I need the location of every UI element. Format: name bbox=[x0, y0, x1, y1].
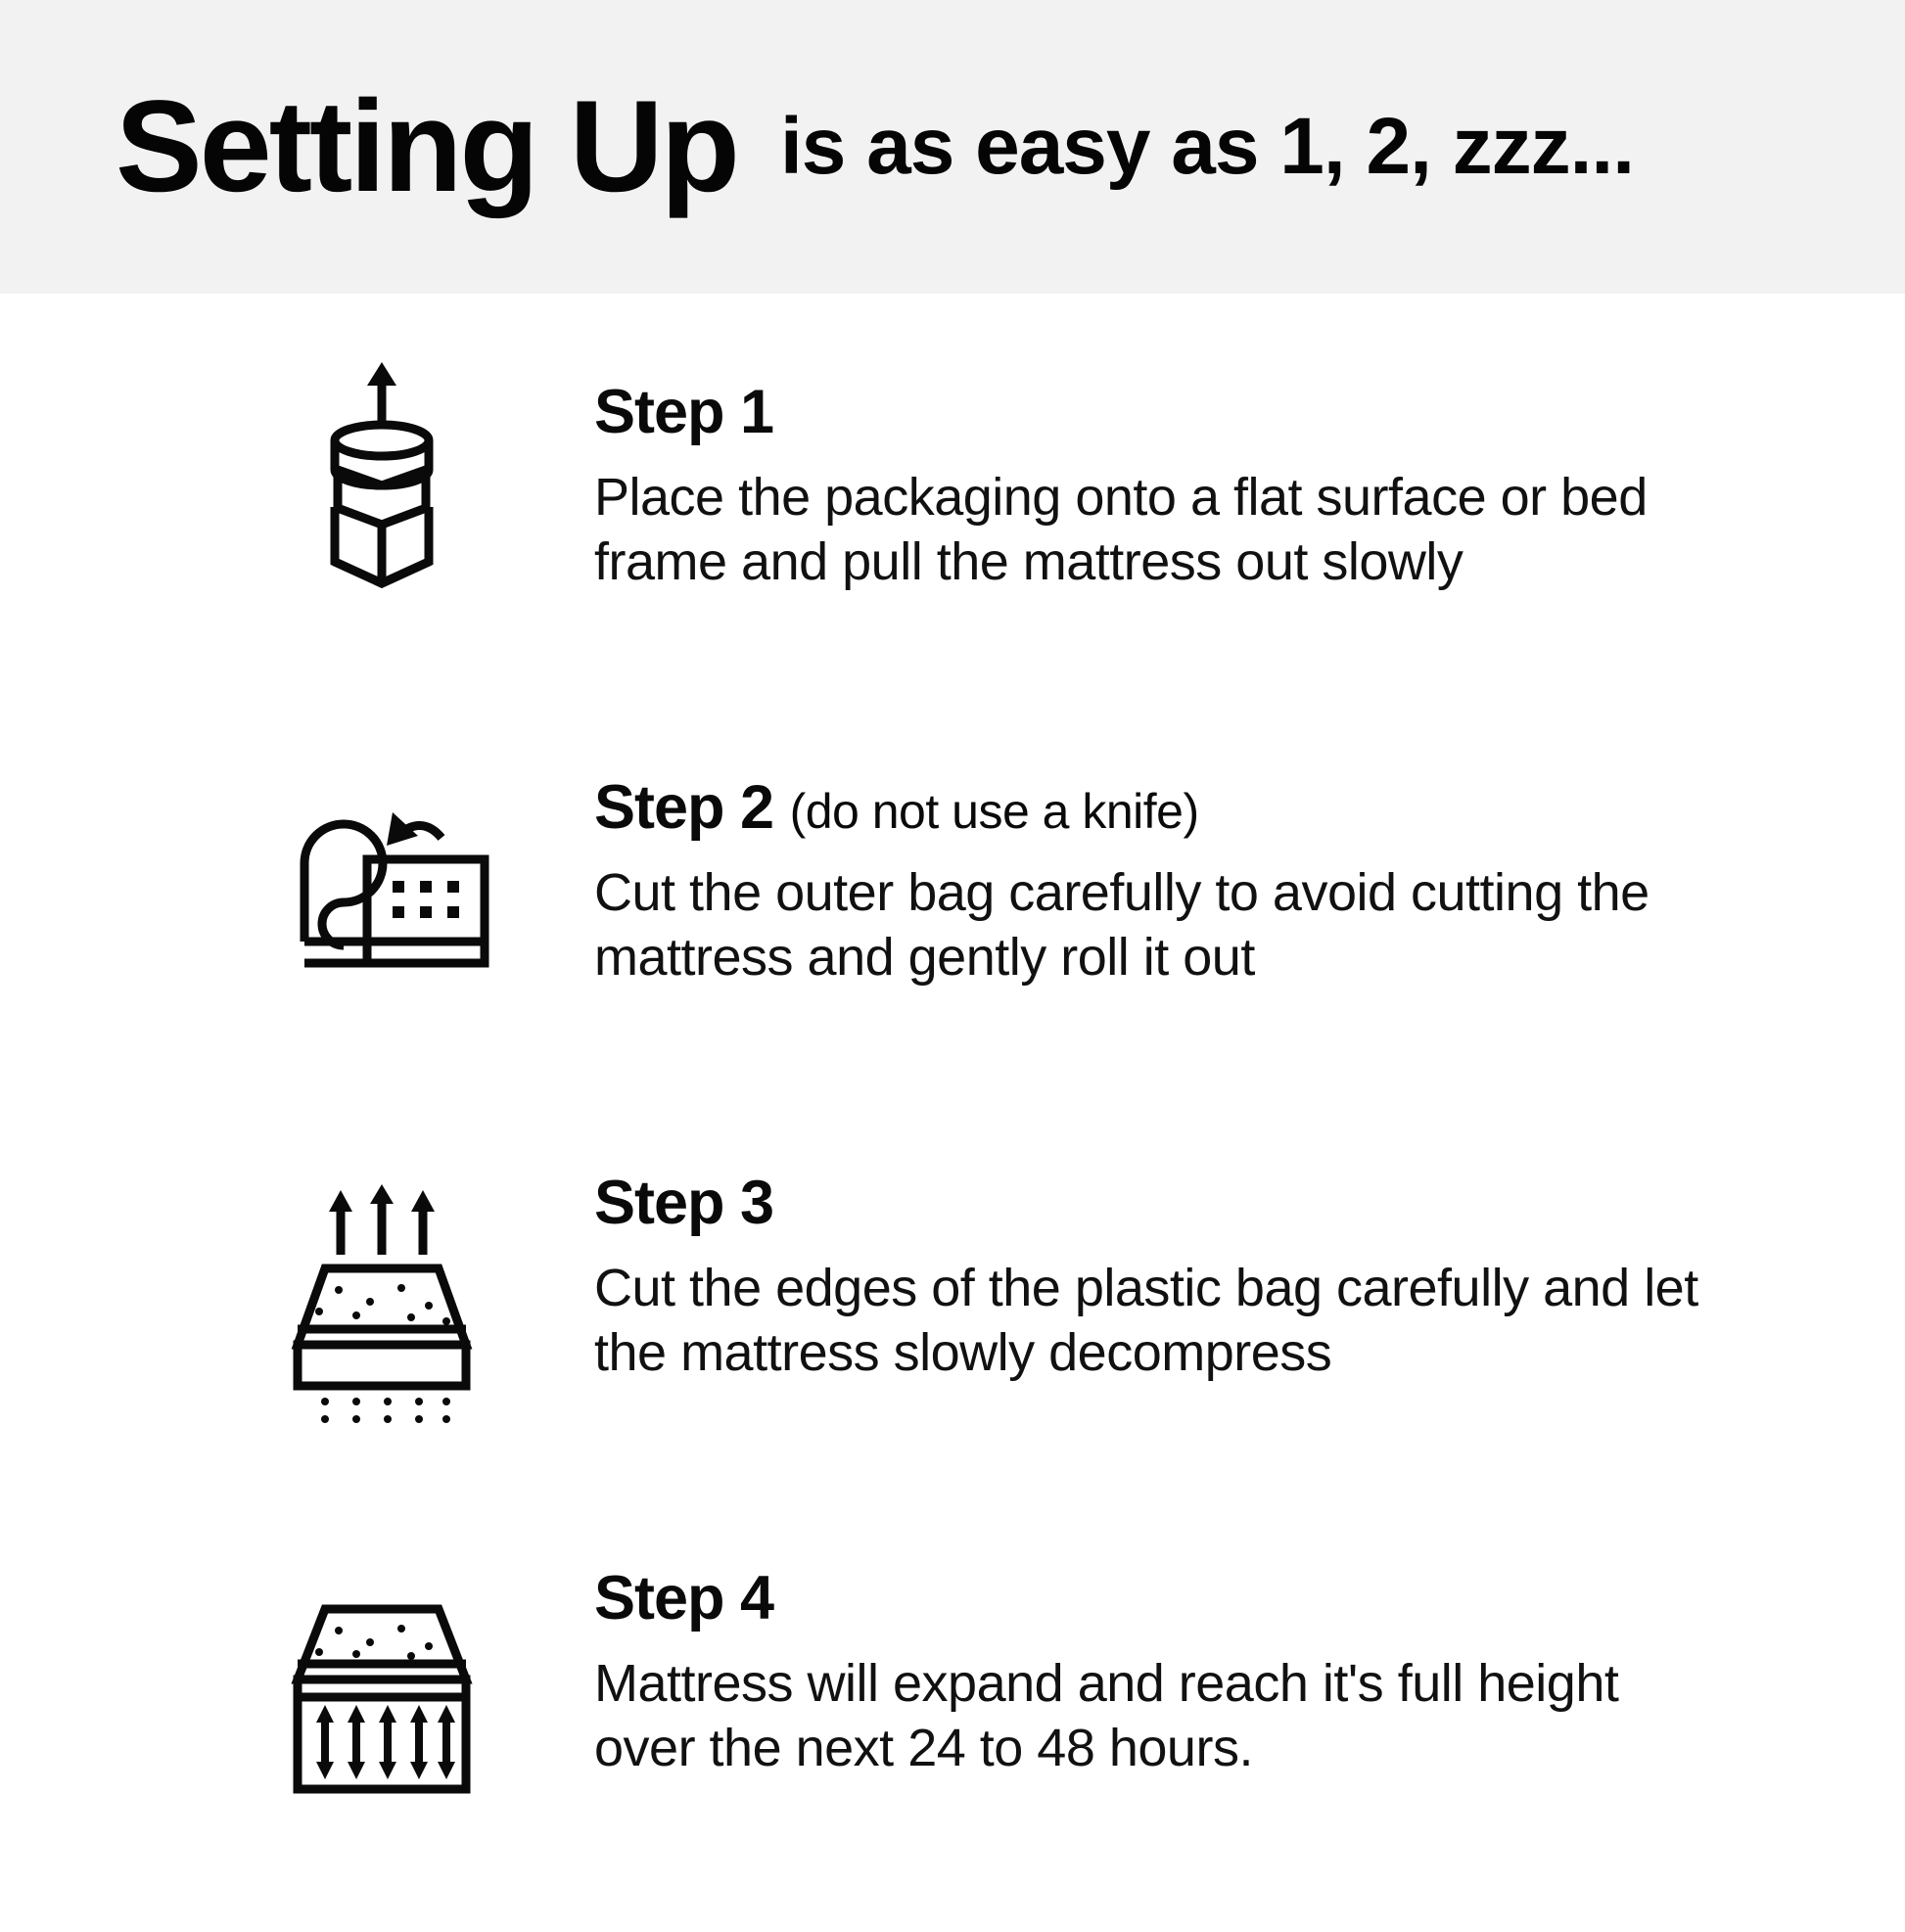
step-3-icon-wrap bbox=[220, 1141, 543, 1429]
step-item bbox=[0, 350, 1905, 746]
step-1-body: Place the packaging onto a flat surface or bed frame and pull the mattress out slowly bbox=[594, 468, 1648, 592]
step-3-body: Cut the edges of the plastic bag carefully and let the mattress slowly decompress bbox=[594, 1259, 1698, 1383]
step-2-heading bbox=[594, 775, 1710, 840]
step-item bbox=[0, 1141, 1905, 1537]
steps-list bbox=[0, 294, 1905, 1932]
step-1-heading bbox=[594, 380, 1710, 444]
page-title: Setting Up bbox=[116, 73, 737, 219]
page-subtitle: is as easy as 1, 2, zzz... bbox=[779, 102, 1634, 191]
step-item bbox=[0, 746, 1905, 1141]
step-2-icon-wrap bbox=[220, 746, 543, 1020]
step-2-heading-note: (do not use a knife) bbox=[789, 784, 1199, 839]
mattress-in-box-unpack-icon bbox=[279, 360, 485, 605]
step-2-text bbox=[543, 746, 1710, 990]
step-4-icon-wrap bbox=[220, 1537, 543, 1820]
step-3-text bbox=[543, 1141, 1710, 1386]
page-header bbox=[0, 0, 1905, 294]
step-item bbox=[0, 1537, 1905, 1932]
step-3-heading-label: Step 3 bbox=[594, 1169, 774, 1237]
step-1-icon-wrap bbox=[220, 350, 543, 605]
mattress-full-height-icon bbox=[255, 1595, 509, 1820]
step-4-text bbox=[543, 1537, 1710, 1781]
step-2-body: Cut the outer bag carefully to avoid cutting the mattress and gently roll it out bbox=[594, 863, 1649, 988]
mattress-expanding-up-icon bbox=[255, 1184, 509, 1429]
step-4-heading bbox=[594, 1566, 1710, 1631]
step-4-body: Mattress will expand and reach it's full height over the next 24 to 48 hours. bbox=[594, 1654, 1619, 1778]
rolled-mattress-unroll-icon bbox=[250, 775, 514, 1020]
step-3-heading bbox=[594, 1171, 1710, 1235]
step-1-text bbox=[543, 350, 1710, 595]
step-2-heading-label: Step 2 bbox=[594, 773, 774, 842]
step-1-heading-label: Step 1 bbox=[594, 378, 774, 446]
step-4-heading-label: Step 4 bbox=[594, 1564, 774, 1633]
